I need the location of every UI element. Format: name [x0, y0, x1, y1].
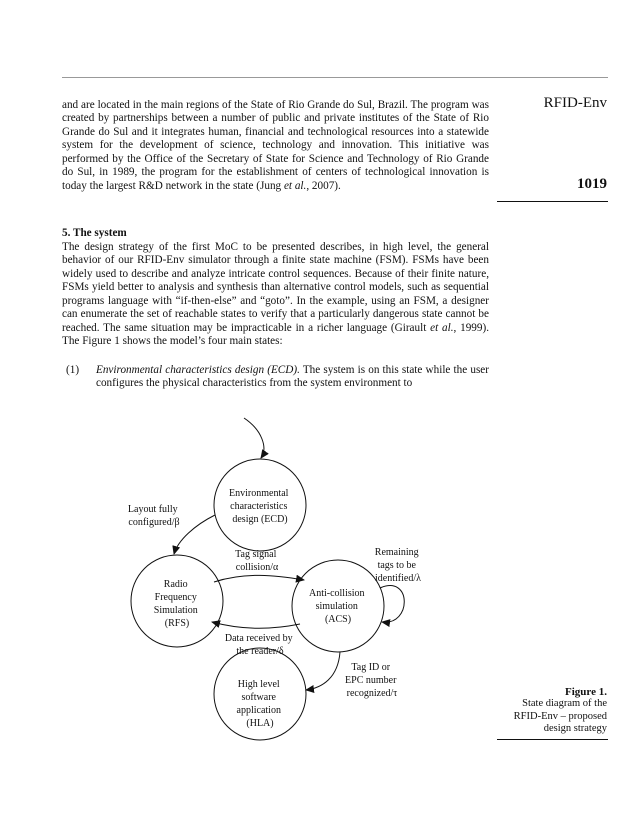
paragraph-2-etal: et al. — [430, 321, 454, 334]
paragraph-2-text-a: The design strategy of the first MoC to be presented describes, in high level, the general behavior of our RFID-Env simulator through a finite state machine (FSM). FSMs have been widely used to describe and analyze intricate control sequences. Because of their finite nature, FSMs yield better to analysis and synthesis than alternative control models, such as sequential programs language with “if-then-else” and “goto”. In the example, using an FSM, a designer can enumerate the set of reachable states to verify that a particularly dangerous state cannot be reached. The same situation may be impracticable in a richer language (Girault — [62, 241, 489, 334]
tagid-line: recognized/τ — [346, 688, 398, 699]
hla-line: software — [241, 692, 276, 703]
tagid-line: Tag ID or — [351, 662, 391, 673]
ecd-line: design (ECD) — [232, 514, 288, 525]
arrow-layout-configured — [174, 515, 215, 554]
transition-tagid-label — [345, 662, 399, 699]
list-item-number: (1) — [66, 364, 80, 376]
rfs-line: Simulation — [153, 605, 198, 616]
caption-rule — [497, 739, 608, 740]
acs-line: simulation — [315, 601, 358, 612]
citation-author: Jung — [260, 179, 282, 192]
arrow-data-received — [212, 622, 300, 628]
list-item-term: Environmental characteristics design (ECD). — [96, 364, 300, 376]
ecd-line: Environmental — [229, 488, 289, 499]
layout-line: configured/β — [128, 517, 180, 528]
transition-layout-label — [128, 504, 180, 528]
state-acs-label — [309, 588, 367, 625]
caption-line: RFID-Env – proposed — [513, 710, 607, 722]
section-heading: 5. The system — [62, 227, 127, 239]
remaining-line: identified/λ — [375, 573, 421, 584]
page-number: 1019 — [577, 176, 607, 192]
transition-collision-label — [235, 549, 279, 573]
acs-line: Anti-collision — [308, 588, 365, 599]
state-rfs-label — [154, 579, 200, 629]
caption-line: State diagram of the — [522, 698, 607, 710]
remaining-line: tags to be — [377, 560, 416, 571]
received-line: Data received by — [224, 633, 293, 644]
figure-label: Figure 1. — [565, 686, 607, 698]
list-item-text: The system is on this state while the user configures the physical characteristics from the system environment to — [96, 364, 490, 390]
paragraph-2-text-b: , 1999). The Figure 1 shows the model’s four main states: — [62, 321, 489, 348]
arrow-tag-id-recognized — [306, 652, 340, 690]
acs-line: (ACS) — [324, 614, 352, 625]
ecd-line: characteristics — [230, 501, 288, 512]
received-line: the reader/δ — [236, 646, 284, 657]
transition-received-label — [225, 633, 295, 657]
rfs-line: Radio — [163, 579, 188, 590]
citation-year: , 2007). — [306, 179, 341, 192]
remaining-line: Remaining — [374, 547, 419, 558]
arrow-tag-collision — [214, 575, 304, 582]
running-head: RFID-Env — [543, 95, 607, 111]
hla-line: application — [236, 705, 281, 716]
collision-line: Tag signal — [235, 549, 277, 560]
rfs-line: (RFS) — [164, 618, 190, 629]
state-ecd-label — [229, 488, 291, 525]
caption-line: design strategy — [543, 723, 607, 735]
layout-line: Layout fully — [127, 504, 178, 515]
collision-line: collision/α — [235, 562, 279, 573]
initial-arrow — [244, 418, 264, 458]
figure-caption — [497, 686, 607, 736]
transition-remaining-label — [375, 547, 421, 584]
citation-etal: et al. — [283, 179, 307, 192]
paragraph-1-text: and are located in the main regions of the State of Rio Grande do Sul, Brazil. The program was created by partnerships between a number of public and private institutes of the State of Rio Grande do Sul and it integrates human, financial and technological resources into a statewide system for the development of science, technology and innovation. This initiative was performed by the Office of the Secretary of State for Science and Technology of Rio Grande do Sul, in 1989, the program for the establishment of centers of technological innovation is today the largest R&D network in the state ( — [62, 99, 489, 192]
state-hla-label — [237, 679, 284, 729]
rfs-line: Frequency — [154, 592, 197, 603]
hla-line: (HLA) — [246, 718, 274, 729]
hla-line: High level — [237, 679, 280, 690]
tagid-line: EPC number — [345, 675, 397, 686]
